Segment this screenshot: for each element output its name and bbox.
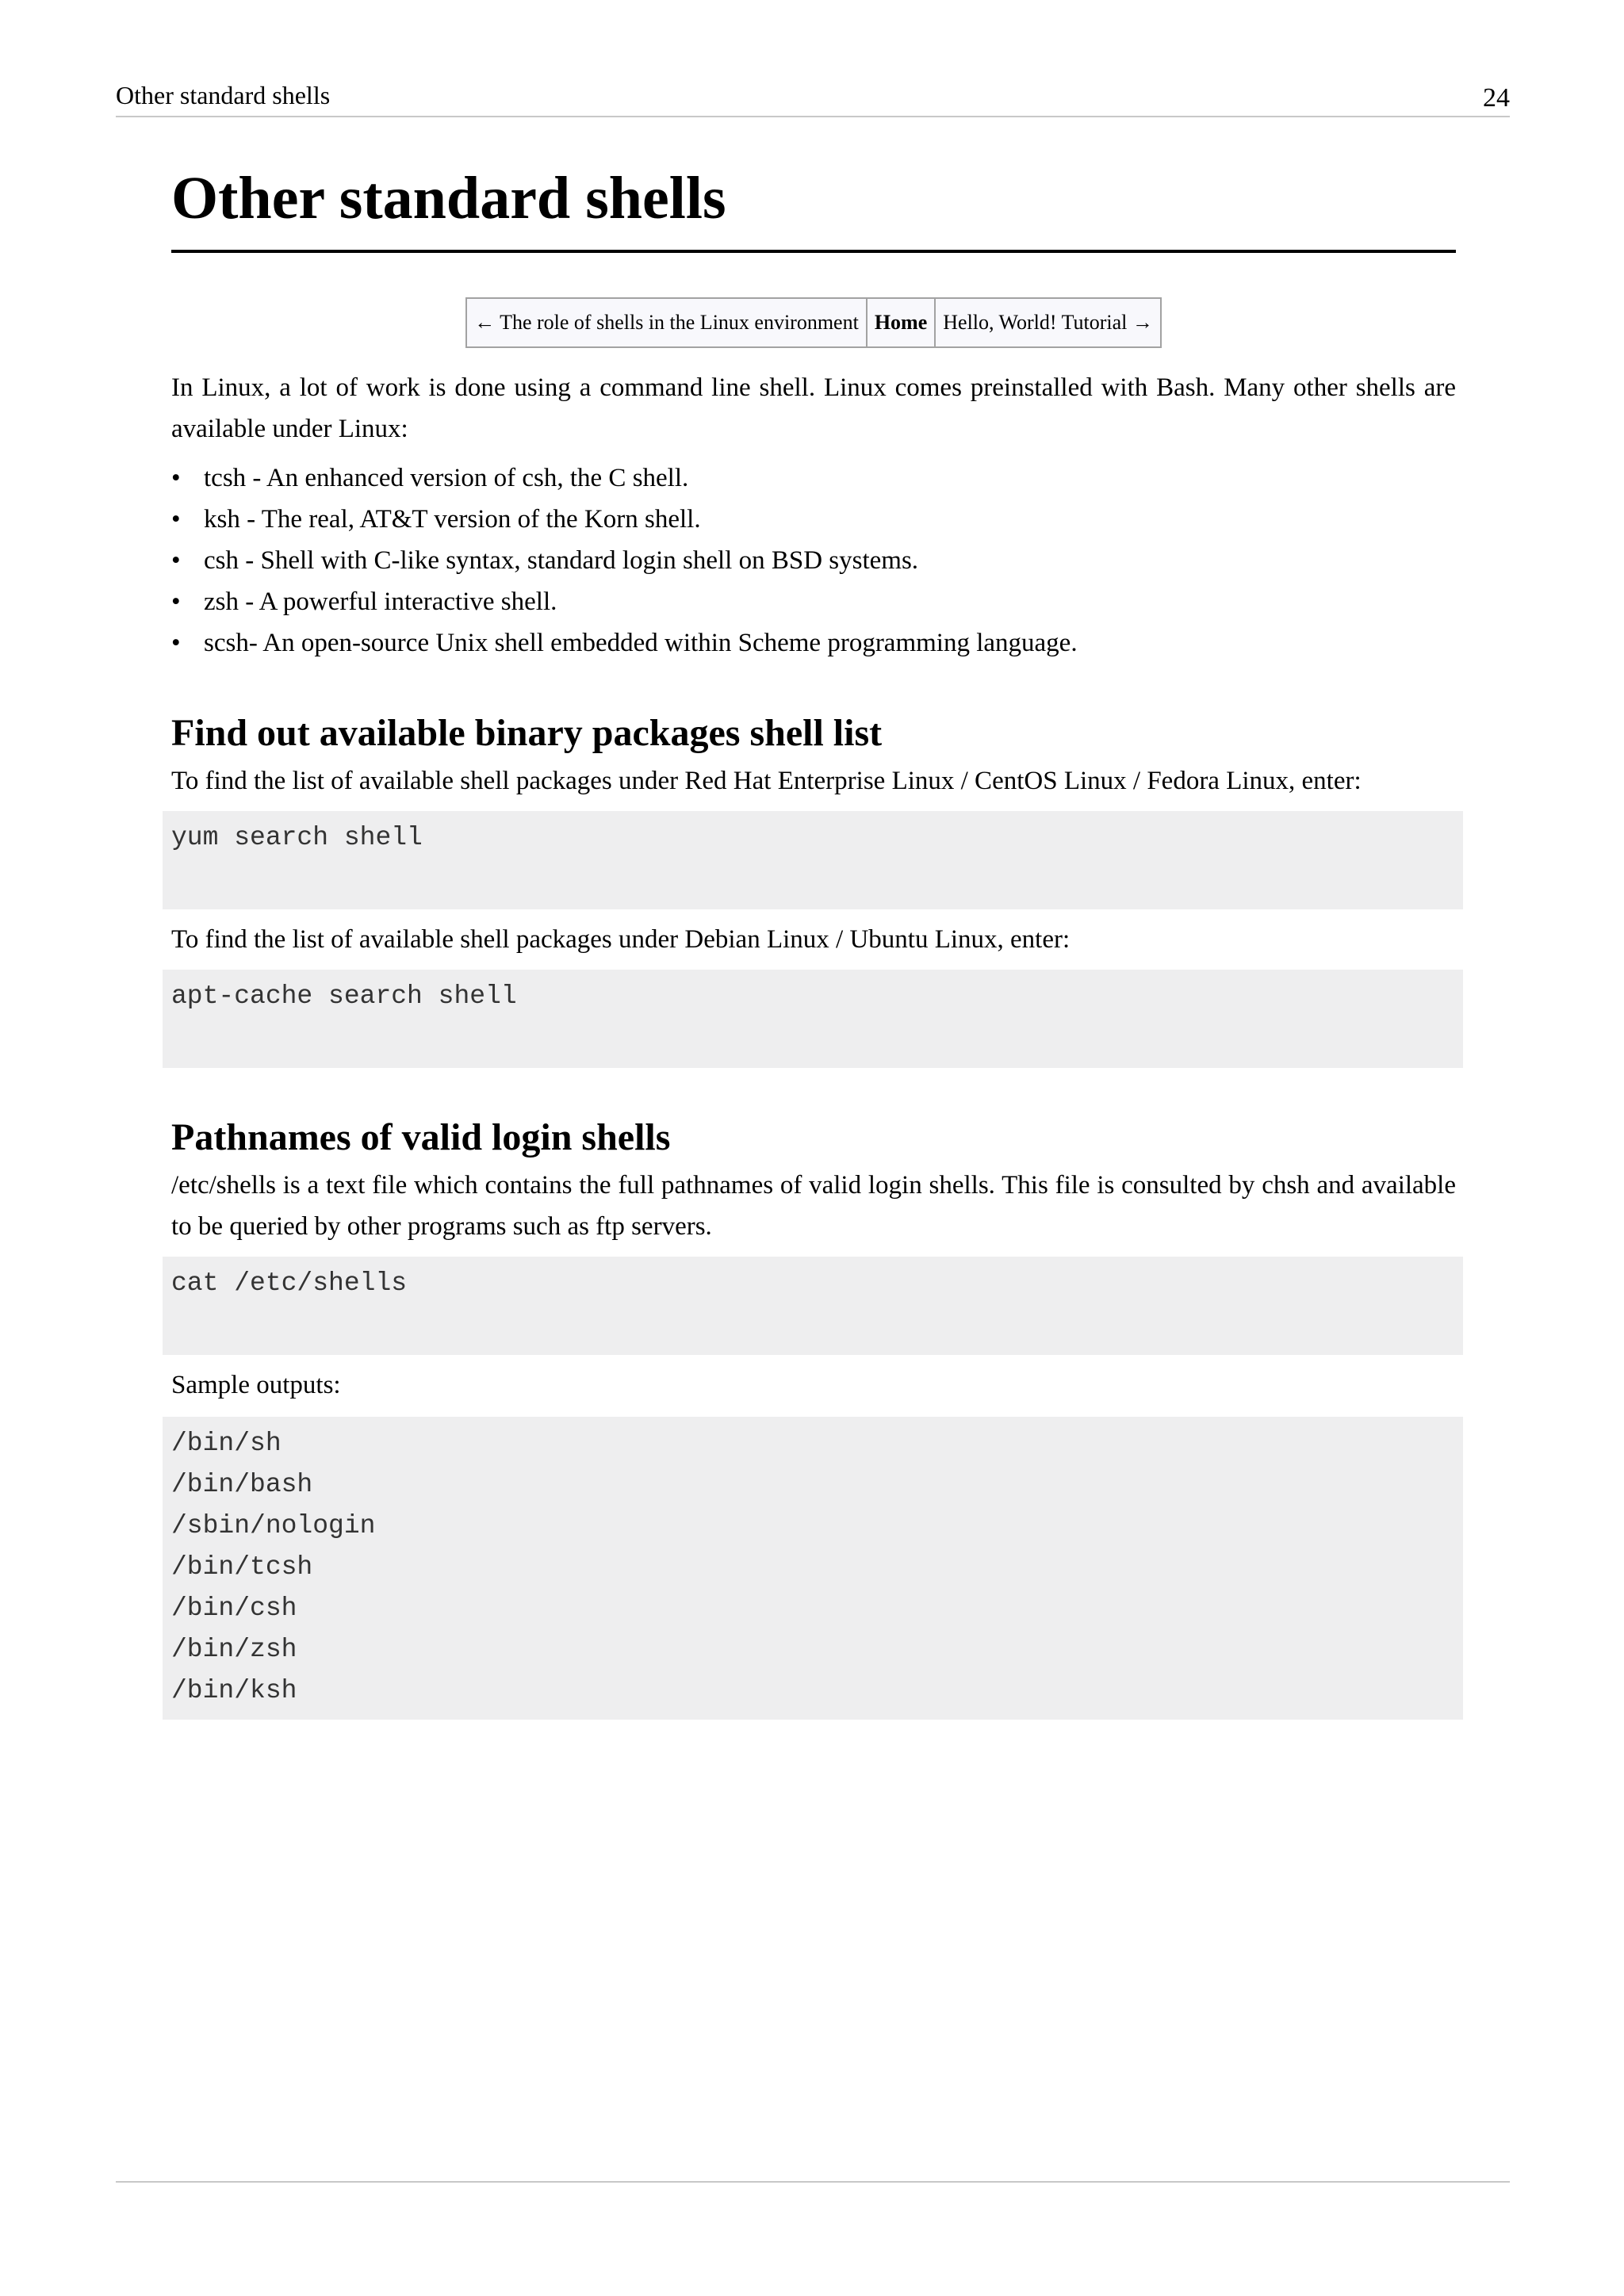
list-item: [171, 581, 1456, 622]
nav-next-link[interactable]: Hello, World! Tutorial →: [935, 298, 1161, 347]
list-item: [171, 540, 1456, 581]
section-heading-packages: Find out available binary packages shell list: [171, 712, 883, 754]
code-line: /bin/sh: [171, 1429, 282, 1458]
code-line: /bin/tcsh: [171, 1552, 313, 1582]
code-line: /bin/zsh: [171, 1635, 297, 1664]
bullet-icon: •: [171, 546, 181, 575]
running-header-title: Other standard shells: [116, 81, 331, 109]
page-title: Other standard shells: [171, 155, 1456, 253]
list-item-text: tcsh - An enhanced version of csh, the C shell.: [204, 464, 689, 492]
navigation-box: [465, 297, 1162, 348]
footer-divider: [116, 2181, 1510, 2183]
bullet-icon: •: [171, 464, 181, 492]
shell-list: [171, 457, 1456, 664]
code-block-apt: apt-cache search shell: [163, 970, 1463, 1068]
intro-paragraph: In Linux, a lot of work is done using a command line shell. Linux comes preinstalled with Bash. Many other shells are available under Linux:: [171, 373, 1456, 443]
code-line: /sbin/nologin: [171, 1511, 376, 1540]
list-item-text: csh - Shell with C-like syntax, standard login shell on BSD systems.: [204, 546, 919, 575]
nav-prev-link[interactable]: ← The role of shells in the Linux environment: [466, 298, 867, 347]
nav-home-link[interactable]: Home: [867, 298, 935, 347]
running-header: [116, 79, 1510, 117]
bullet-icon: •: [171, 587, 181, 616]
list-item: [171, 622, 1456, 664]
sample-output-label: Sample outputs:: [171, 1371, 341, 1399]
section-heading-login-shells: Pathnames of valid login shells: [171, 1116, 671, 1158]
article-content: [171, 155, 1456, 1720]
code-block-yum: yum search shell: [163, 811, 1463, 909]
list-item-text: ksh - The real, AT&T version of the Korn shell.: [204, 505, 701, 534]
list-item-text: scsh- An open-source Unix shell embedded within Scheme programming language.: [204, 629, 1078, 657]
code-block-sample-output: [163, 1417, 1463, 1720]
rhel-instruction: To find the list of available shell packages under Red Hat Enterprise Linux / CentOS Linux / Fedora Linux, enter:: [171, 767, 1362, 795]
code-block-cat: cat /etc/shells: [163, 1257, 1463, 1355]
page-number: 24: [1483, 83, 1510, 113]
code-line: /bin/ksh: [171, 1676, 297, 1705]
etc-shells-paragraph: /etc/shells is a text file which contains the full pathnames of valid login shells. This file is consulted by chsh and available to be queried by other programs such as ftp servers.: [171, 1171, 1456, 1241]
bullet-icon: •: [171, 629, 181, 657]
list-item-text: zsh - A powerful interactive shell.: [204, 587, 557, 616]
debian-instruction: To find the list of available shell packages under Debian Linux / Ubuntu Linux, enter:: [171, 925, 1071, 954]
bullet-icon: •: [171, 505, 181, 534]
list-item: [171, 499, 1456, 540]
code-line: /bin/csh: [171, 1594, 297, 1623]
list-item: [171, 457, 1456, 499]
code-line: /bin/bash: [171, 1470, 313, 1499]
